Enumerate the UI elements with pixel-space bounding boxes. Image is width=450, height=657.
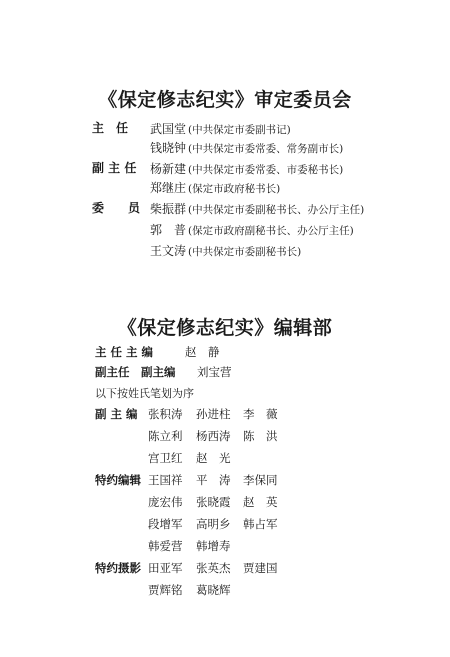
- special-editor-name: 赵 英: [243, 495, 278, 509]
- special-editor-name: 庞宏伟: [148, 495, 183, 509]
- photographer-name: 张英杰: [196, 561, 231, 575]
- photographer-name: 贾建国: [243, 561, 278, 575]
- special-editor-name: 韩占军: [243, 517, 278, 531]
- order-note: 以下按姓氏笔划为序: [95, 387, 194, 400]
- chief-editor-name: 赵 静: [185, 345, 220, 359]
- deputy-editor-name: 杨西涛: [196, 429, 231, 443]
- vice-chief-label: 副主任 副主编: [95, 365, 176, 379]
- deputy-editor-name: 陈 洪: [243, 429, 278, 443]
- photographer-name: 葛晓辉: [196, 583, 231, 597]
- special-editor-name: 平 涛: [196, 473, 231, 487]
- committee-member: 武国堂 (中共保定市委副书记): [150, 122, 291, 136]
- special-editor-name: 韩爱营: [148, 539, 183, 553]
- committee-member: 郑继庄 (保定市政府秘书长): [150, 181, 281, 195]
- committee-member: 钱晓钟 (中共保定市委常委、常务副市长): [150, 141, 344, 155]
- committee-member: 王文涛 (中共保定市委副秘书长): [150, 244, 302, 258]
- deputy-editor-name: 赵 光: [196, 451, 231, 465]
- deputy-editor-name: 张积涛: [148, 407, 183, 421]
- vice-chief-name: 刘宝营: [197, 365, 232, 379]
- director-label: 主 任: [92, 121, 129, 135]
- photographer-name: 田亚军: [148, 561, 183, 575]
- committee-title: 《保定修志纪实》审定委员会: [98, 89, 352, 111]
- committee-member: 柴振群 (中共保定市委副秘书长、办公厅主任): [150, 202, 365, 216]
- photographer-label: 特约摄影: [95, 561, 141, 575]
- special-editor-name: 张晓霞: [196, 495, 231, 509]
- vice-director-label: 副 主 任: [92, 161, 137, 175]
- deputy-editor-name: 李 薇: [243, 407, 278, 421]
- deputy-editor-name: 宫卫红: [148, 451, 183, 465]
- deputy-editor-name: 孙进柱: [196, 407, 231, 421]
- deputy-editor-label: 副 主 编: [95, 407, 138, 421]
- committee-member: 杨新建 (中共保定市委常委、市委秘书长): [150, 162, 344, 176]
- special-editor-name: 韩增寿: [196, 539, 231, 553]
- member-label: 委 员: [92, 201, 141, 215]
- deputy-editor-name: 陈立利: [148, 429, 183, 443]
- committee-member: 郭 普 (保定市政府副秘书长、办公厅主任): [150, 223, 354, 237]
- special-editor-name: 段增军: [148, 517, 183, 531]
- special-editor-name: 高明乡: [196, 517, 231, 531]
- photographer-name: 贾辉铭: [148, 583, 183, 597]
- special-editor-label: 特约编辑: [95, 473, 141, 487]
- editorial-title: 《保定修志纪实》编辑部: [117, 317, 333, 339]
- special-editor-name: 王国祥: [148, 473, 183, 487]
- special-editor-name: 李保同: [243, 473, 278, 487]
- chief-editor-label: 主 任 主 编: [95, 345, 154, 359]
